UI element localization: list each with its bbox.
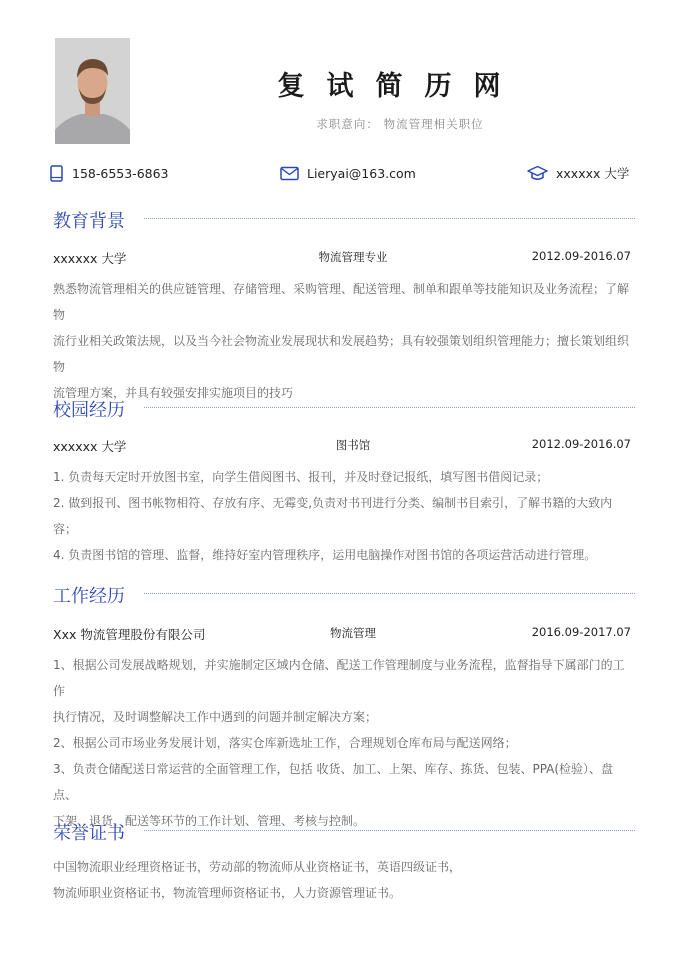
education-description bbox=[53, 276, 635, 406]
work-divider bbox=[144, 593, 635, 594]
contact-phone bbox=[49, 163, 169, 183]
campus-dept: 图书馆 bbox=[335, 438, 371, 452]
phone-text: 158-6553-6863 bbox=[72, 165, 169, 181]
campus-school: xxxxxx 大学 bbox=[53, 439, 127, 454]
education-period: 2012.09-2016.07 bbox=[531, 249, 631, 263]
work-title: 工作经历 bbox=[53, 586, 125, 607]
work-period: 2016.09-2017.07 bbox=[531, 625, 631, 639]
education-divider bbox=[144, 218, 635, 219]
honors-description bbox=[53, 854, 635, 906]
contact-email bbox=[280, 163, 416, 183]
honors-title: 荣誉证书 bbox=[53, 823, 125, 844]
campus-line: 2. 做到报刊、图书帐物相符、存放有序、无霉变,负责对书刊进行分类、编制书目索引，了解书籍的大致内容； bbox=[53, 496, 613, 536]
work-line: 下架、退货、配送等环节的工作计划、管理、考核与控制。 bbox=[53, 814, 366, 828]
honors-line: 物流师职业资格证书，物流管理师资格证书，人力资源管理证书。 bbox=[53, 886, 402, 900]
work-company: Xxx 物流管理股份有限公司 bbox=[53, 627, 206, 642]
job-intent bbox=[0, 116, 680, 132]
campus-divider bbox=[144, 407, 635, 408]
resume-title: 复试简历网 bbox=[277, 71, 523, 102]
education-line: 流管理方案，并具有较强安排实施项目的技巧 bbox=[53, 386, 294, 400]
work-position: 物流管理 bbox=[330, 626, 376, 640]
work-description bbox=[53, 652, 635, 834]
education-line: 流行业相关政策法规，以及当今社会物流业发展现状和发展趋势；具有较强策划组织管理能力；擅长策划组织物 bbox=[53, 334, 630, 374]
work-line: 1、根据公司发展战略规划，并实施制定区域内仓储、配送工作管理制度与业务流程，监督指导下属部门的工作 bbox=[53, 658, 625, 698]
campus-line: 4. 负责图书馆的管理、监督，维持好室内管理秩序，运用电脑操作对图书馆的各项运营活动进行管理。 bbox=[53, 548, 597, 562]
work-line: 执行情况，及时调整解决工作中遇到的问题并制定解决方案； bbox=[53, 710, 378, 724]
education-school: xxxxxx 大学 bbox=[53, 251, 127, 266]
education-title: 教育背景 bbox=[53, 211, 125, 232]
honors-line: 中国物流职业经理资格证书，劳动部的物流师从业资格证书，英语四级证书， bbox=[53, 860, 462, 874]
work-row bbox=[53, 625, 631, 643]
work-line: 3、负责仓储配送日常运营的全面管理工作，包括 收货、加工、上架、库存、拣货、包装、PPA(检验）、盘点、 bbox=[53, 762, 614, 802]
education-major: 物流管理专业 bbox=[318, 250, 388, 264]
campus-description bbox=[53, 464, 635, 568]
mail-icon bbox=[280, 166, 299, 181]
education-row bbox=[53, 249, 631, 267]
campus-period: 2012.09-2016.07 bbox=[531, 437, 631, 451]
campus-row bbox=[53, 437, 631, 455]
work-line: 2、根据公司市场业务发展计划，落实仓库新选址工作，合理规划仓库布局与配送网络； bbox=[53, 736, 517, 750]
education-line: 熟悉物流管理相关的供应链管理、存储管理、采购管理、配送管理、制单和跟单等技能知识及业务流程；了解物 bbox=[53, 282, 630, 322]
honors-divider bbox=[144, 830, 635, 831]
email-text: Lieryai@163.com bbox=[307, 165, 416, 181]
phone-icon bbox=[49, 165, 64, 182]
campus-line: 1. 负责每天定时开放图书室，向学生借阅图书、报刊，并及时登记报纸，填写图书借阅记录； bbox=[53, 470, 549, 484]
school-text: xxxxxx 大学 bbox=[556, 166, 630, 181]
contact-school bbox=[527, 163, 629, 183]
campus-title: 校园经历 bbox=[53, 400, 125, 421]
job-intent-value: 物流管理相关职位 bbox=[383, 117, 484, 131]
job-intent-label: 求职意向： bbox=[316, 117, 379, 131]
graduation-cap-icon bbox=[527, 165, 548, 182]
